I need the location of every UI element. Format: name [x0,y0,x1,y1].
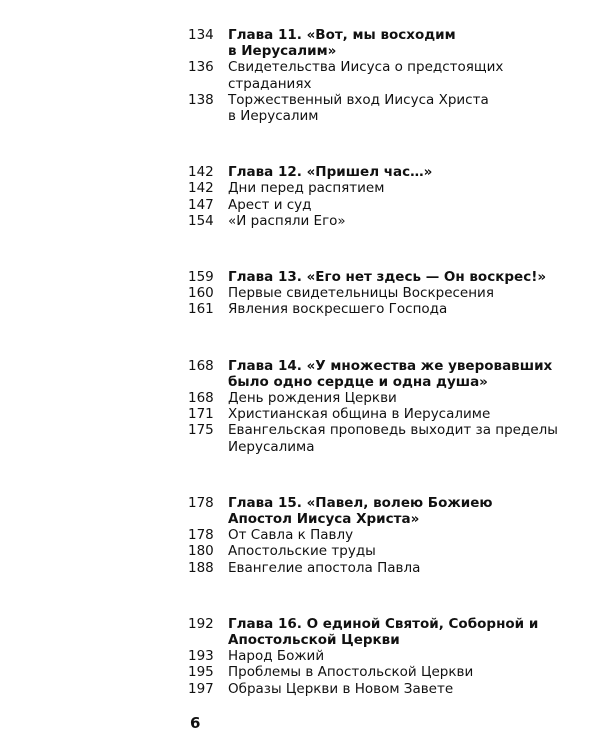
toc-entry [188,543,588,559]
chapter-title: Глава 15. «Павел, волею Божиею Апостол Иисуса Христа» [228,494,493,528]
toc-entry [188,301,588,317]
chapter-title: Глава 11. «Вот, мы восходим в Иерусалим» [228,27,456,60]
toc-entry [188,681,588,697]
entry-title: Апостольские труды [228,543,376,560]
toc-chapter-11 [188,27,588,124]
entry-page-number: 138 [188,91,214,108]
toc-entry [188,197,588,213]
toc-entry [188,285,588,301]
toc-chapter-16 [188,616,588,697]
entry-page-number: 160 [188,285,214,302]
toc-entry [188,92,588,124]
entry-page-number: 193 [188,648,214,665]
chapter-page-number: 168 [188,357,214,374]
toc-entry [188,648,588,664]
entry-title: Дни перед распятием [228,180,385,197]
chapter-title: Глава 13. «Его нет здесь — Он воскрес!» [228,269,547,286]
entry-page-number: 154 [188,212,214,229]
chapter-title: Глава 14. «У множества же уверовавших было одно сердце и одна душа» [228,357,553,390]
entry-title: Первые свидетельницы Воскресения [228,285,494,302]
toc-entry [188,560,588,576]
chapter-page-number: 178 [188,494,214,511]
chapter-heading [188,164,588,180]
entry-title: Проблемы в Апостольской Церкви [228,664,474,681]
entry-page-number: 195 [188,664,214,681]
chapter-title: Глава 16. О единой Святой, Соборной и Апостольской Церкви [228,615,539,649]
entry-page-number: 136 [188,59,214,76]
entry-page-number: 168 [188,390,214,407]
entry-title: Евангельская проповедь выходит за пределы Иерусалима [228,422,558,455]
toc-entry [188,422,588,454]
toc-chapter-13 [188,269,588,318]
toc-entry [188,527,588,543]
entry-page-number: 180 [188,543,214,560]
chapter-page-number: 142 [188,164,214,181]
entry-title: «И распяли Его» [228,212,346,229]
entry-title: День рождения Церкви [228,390,397,407]
toc-entry [188,664,588,680]
toc-chapter-12 [188,164,588,229]
entry-title: Торжественный вход Иисуса Христа в Иерусалим [228,91,489,125]
entry-title: От Савла к Павлу [228,527,354,544]
entry-title: Арест и суд [228,196,312,213]
entry-page-number: 197 [188,680,214,697]
entry-page-number: 175 [188,422,214,439]
entry-page-number: 188 [188,559,214,576]
entry-title: Образы Церкви в Новом Завете [228,680,454,697]
chapter-heading [188,27,588,59]
entry-title: Свидетельства Иисуса о предстоящих страданиях [228,59,504,92]
chapter-heading [188,495,588,527]
chapter-page-number: 134 [188,27,214,43]
chapter-page-number: 192 [188,615,214,632]
table-of-contents [188,27,588,737]
toc-entry [188,406,588,422]
chapter-heading [188,269,588,285]
toc-chapter-14 [188,358,588,455]
toc-entry [188,213,588,229]
entry-page-number: 178 [188,527,214,544]
toc-chapter-15 [188,495,588,576]
toc-entry [188,180,588,196]
page-number: 6 [190,714,201,732]
entry-page-number: 147 [188,196,214,213]
chapter-heading [188,616,588,648]
chapter-heading [188,358,588,390]
entry-title: Явления воскресшего Господа [228,301,448,318]
toc-entry [188,59,588,91]
entry-title: Народ Божий [228,648,325,665]
chapter-page-number: 159 [188,269,214,286]
entry-page-number: 161 [188,301,214,318]
toc-entry [188,390,588,406]
entry-page-number: 142 [188,180,214,197]
chapter-title: Глава 12. «Пришел час…» [228,164,433,181]
entry-page-number: 171 [188,406,214,423]
entry-title: Евангелие апостола Павла [228,559,421,576]
entry-title: Христианская община в Иерусалиме [228,406,491,423]
